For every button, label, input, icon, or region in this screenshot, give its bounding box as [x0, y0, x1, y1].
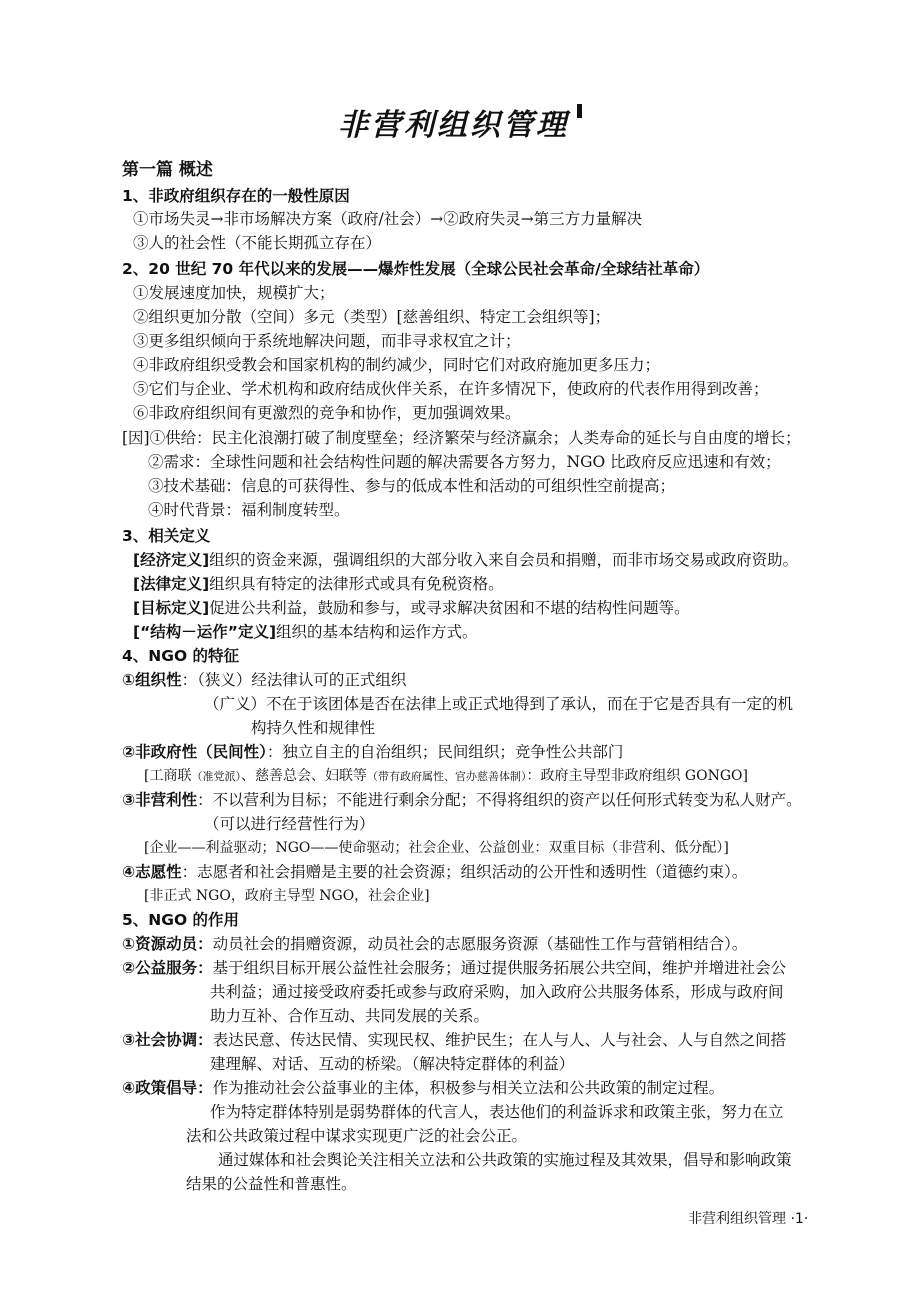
feature-non-governmental-text: ：独立自主的自治组织；民间组织；竞争性公共部门 [266, 743, 624, 761]
feature-non-governmental [122, 742, 623, 762]
role-resource-mobilization [122, 934, 747, 954]
section-1-heading: 1、非政府组织存在的一般性原因 [122, 187, 350, 205]
role-social-coordination-text-2: 建理解、对话、互动的桥梁。（解决特定群体的利益） [210, 1055, 575, 1073]
part-heading: 第一篇 概述 [122, 160, 213, 180]
feature-organization-label: ①组织性 [122, 671, 182, 689]
role-policy-advocacy-p2-line-1: 作为特定群体特别是弱势群体的代言人，表达他们的利益诉求和政策主张，努力在立 [210, 1103, 784, 1121]
role-policy-advocacy-label: ④政策倡导： [122, 1079, 213, 1097]
role-policy-advocacy-p3-line-1: 通过媒体和社会舆论关注相关立法和公共政策的实施过程及其效果，倡导和影响政策 [218, 1151, 792, 1169]
section-2-cause-3: ③技术基础：信息的可获得性、参与的低成本性和活动的可组织性空前提高； [148, 477, 676, 495]
note-part-a: [工商联 [144, 768, 192, 784]
role-public-service-text-3: 助力互补、合作互动、共同发展的关系。 [210, 1007, 490, 1025]
role-public-service [122, 958, 786, 978]
definition-legal-label: [法律定义] [133, 575, 210, 593]
feature-voluntary [122, 862, 747, 882]
feature-organization-narrow: ：（狭义）经法律认可的正式组织 [181, 671, 407, 689]
feature-non-profit-text: ：不以营利为目标；不能进行剩余分配；不得将组织的资产以任何形式转变为私人财产。 [197, 791, 802, 809]
definition-economic-text: 组织的资金来源，强调组织的大部分收入来自会员和捐赠，而非市场交易或政府资助。 [209, 551, 799, 569]
note-part-e: ：政府主导型非政府组织 GONGO] [526, 768, 748, 784]
document-title [0, 100, 920, 144]
page-footer: 非营利组织管理 ·1· [688, 1211, 809, 1227]
definition-legal-text: 组织具有特定的法律形式或具有免税资格。 [209, 575, 504, 593]
role-public-service-text-1: 基于组织目标开展公益性社会服务；通过提供服务拓展公共空间，维护并增进社会公 [212, 959, 787, 977]
section-2-cause-2: ②需求：全球性问题和社会结构性问题的解决需要各方努力，NGO 比政府反应迅速和有效； [148, 453, 781, 471]
title-text: 非营利组织管理 [338, 108, 569, 143]
feature-non-profit-label: ③非营利性 [122, 791, 198, 809]
section-2-line-2: ②组织更加分散（空间）多元（类型）[慈善组织、特定工会组织等]； [133, 308, 611, 326]
section-2-cause-4: ④时代背景：福利制度转型。 [148, 501, 350, 519]
section-4-heading: 4、NGO 的特征 [122, 647, 240, 665]
section-5-heading: 5、NGO 的作用 [122, 911, 240, 929]
note-part-d: （带有政府属性、官办慈善体制） [366, 770, 527, 783]
feature-non-governmental-label: ②非政府性（民间性） [122, 743, 267, 761]
section-2-line-3: ③更多组织倾向于系统地解决问题，而非寻求权宜之计； [133, 332, 521, 350]
note-part-b: （准党派） [191, 770, 241, 783]
role-resource-label: ①资源动员： [122, 935, 213, 953]
role-public-service-label: ②公益服务： [122, 959, 213, 977]
definition-goal-label: [目标定义] [133, 599, 210, 617]
section-2-line-6: ⑥非政府组织间有更激烈的竞争和协作，更加强调效果。 [133, 404, 521, 422]
section-2-line-5: ⑤它们与企业、学术机构和政府结成伙伴关系，在许多情况下，使政府的代表作用得到改善； [133, 380, 769, 398]
feature-organization-broad-1: （广义）不在于该团体是否在法律上或正式地得到了承认，而在于它是否具有一定的机 [204, 695, 794, 713]
feature-organization-broad-2: 构持久性和规律性 [251, 719, 376, 737]
feature-organization [122, 670, 406, 690]
section-2-line-1: ①发展速度加快，规模扩大； [133, 284, 335, 302]
section-2-line-4: ④非政府组织受教会和国家机构的制约减少，同时它们对政府施加更多压力； [133, 356, 661, 374]
section-1-line-1: ①市场失灵→非市场解决方案（政府/社会）→②政府失灵→第三方力量解决 [133, 210, 643, 228]
role-policy-advocacy-p2-line-2: 法和公共政策过程中谋求实现更广泛的社会公正。 [186, 1127, 528, 1145]
definition-structure-label: [“结构－运作”定义] [133, 623, 277, 641]
definition-structure [133, 622, 478, 642]
feature-voluntary-label: ④志愿性 [122, 863, 182, 881]
definition-legal [133, 574, 504, 594]
definition-structure-text: 组织的基本结构和运作方式。 [276, 623, 478, 641]
feature-voluntary-note: [非正式 NGO，政府主导型 NGO，社会企业] [144, 888, 430, 904]
feature-voluntary-text: ：志愿者和社会捐赠是主要的社会资源；组织活动的公开性和透明性（道德约束）。 [181, 863, 748, 881]
section-3-heading: 3、相关定义 [122, 527, 211, 545]
section-2-heading: 2、20 世纪 70 年代以来的发展——爆炸性发展（全球公民社会革命/全球结社革命） [122, 260, 710, 278]
role-policy-advocacy-text-1: 作为推动社会公益事业的主体，积极参与相关立法和公共政策的制定过程。 [212, 1079, 725, 1097]
definition-economic [133, 550, 798, 570]
role-social-coordination-label: ③社会协调： [122, 1031, 213, 1049]
section-2-cause-1: [因]①供给：民主化浪潮打破了制度壁垒；经济繁荣与经济赢余；人类寿命的延长与自由度的增长； [122, 429, 801, 447]
definition-economic-label: [经济定义] [133, 551, 210, 569]
feature-non-governmental-note [144, 766, 748, 787]
title-mark [577, 104, 582, 118]
feature-non-profit-text-2: （可以进行经营性行为） [204, 815, 375, 833]
feature-non-profit-note: [企业——利益驱动；NGO——使命驱动；社会企业、公益创业：双重目标（非营利、低分配）] [144, 840, 729, 856]
role-policy-advocacy [122, 1078, 724, 1098]
note-part-c: 、慈善总会、妇联等 [240, 768, 367, 784]
role-social-coordination [122, 1030, 786, 1050]
definition-goal-text: 促进公共利益，鼓励和参与，或寻求解决贫困和不堪的结构性问题等。 [209, 599, 690, 617]
role-resource-text: 动员社会的捐赠资源，动员社会的志愿服务资源（基础性工作与营销相结合）。 [212, 935, 748, 953]
section-1-line-2: ③人的社会性（不能长期孤立存在） [133, 234, 382, 252]
role-policy-advocacy-p3-line-2: 结果的公益性和普惠性。 [186, 1175, 357, 1193]
definition-goal [133, 598, 690, 618]
role-social-coordination-text-1: 表达民意、传达民情、实现民权、维护民生；在人与人、人与社会、人与自然之间搭 [212, 1031, 787, 1049]
feature-non-profit [122, 790, 802, 810]
role-public-service-text-2: 共利益；通过接受政府委托或参与政府采购，加入政府公共服务体系，形成与政府间 [210, 983, 784, 1001]
